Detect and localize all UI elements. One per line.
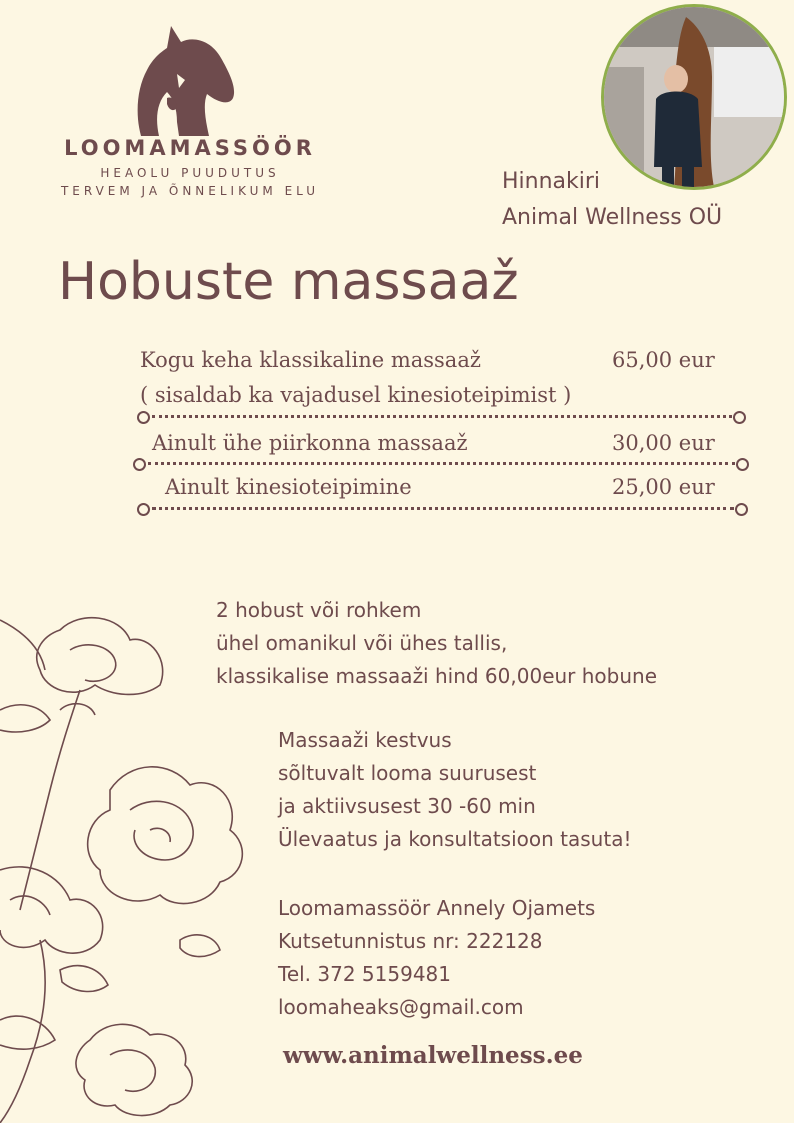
header-block (502, 164, 722, 236)
price-label: Kogu keha klassikaline massaaž (140, 348, 481, 372)
profile-photo (601, 4, 787, 190)
divider-end (735, 503, 748, 516)
divider-line (152, 415, 732, 418)
price-label: Ainult ühe piirkonna massaaž (152, 431, 468, 455)
header-company: Animal Wellness OÜ (502, 205, 723, 230)
divider-end (137, 411, 150, 424)
flower-decoration (0, 590, 280, 1123)
divider-end (736, 458, 749, 471)
contact-phone: Tel. 372 5159481 (278, 962, 451, 986)
divider-end (733, 411, 746, 424)
price-amount: 30,00 eur (612, 431, 715, 455)
duration-line: ja aktiivsusest 30 -60 min (278, 794, 536, 818)
price-note: ( sisaldab ka vajadusel kinesioteipimist ) (140, 383, 572, 407)
contact-info (278, 892, 595, 1024)
offer-line: klassikalise massaaži hind 60,00eur hobune (216, 664, 658, 688)
divider-end (133, 458, 146, 471)
duration-line: Ülevaatus ja konsultatsioon tasuta! (278, 827, 632, 851)
contact-license: Kutsetunnistus nr: 222128 (278, 929, 543, 953)
logo-mark (133, 18, 243, 138)
offer-line: 2 hobust või rohkem (216, 598, 422, 622)
price-amount: 65,00 eur (612, 348, 715, 372)
duration-line: sõltuvalt looma suurusest (278, 761, 537, 785)
logo-subtitle: HEAOLU PUUDUTUS (100, 166, 280, 180)
price-label: Ainult kinesioteipimine (165, 475, 412, 499)
offer-line: ühel omanikul või ühes tallis, (216, 631, 508, 655)
price-amount: 25,00 eur (612, 475, 715, 499)
divider-line (148, 462, 735, 465)
duration-info (278, 724, 631, 856)
website-link[interactable]: www.animalwellness.ee (283, 1042, 583, 1069)
multi-horse-offer (216, 594, 657, 693)
logo-tagline: TERVEM JA ÕNNELIKUM ELU (60, 184, 320, 198)
logo-title: LOOMAMASSÖÖR (64, 136, 316, 160)
page-title: Hobuste massaaž (58, 252, 519, 312)
divider-line (152, 507, 734, 510)
divider-end (137, 503, 150, 516)
duration-line: Massaaži kestvus (278, 728, 452, 752)
contact-email[interactable]: loomaheaks@gmail.com (278, 995, 524, 1019)
header-pricelist: Hinnakiri (502, 169, 601, 194)
contact-name: Loomamassöör Annely Ojamets (278, 896, 596, 920)
